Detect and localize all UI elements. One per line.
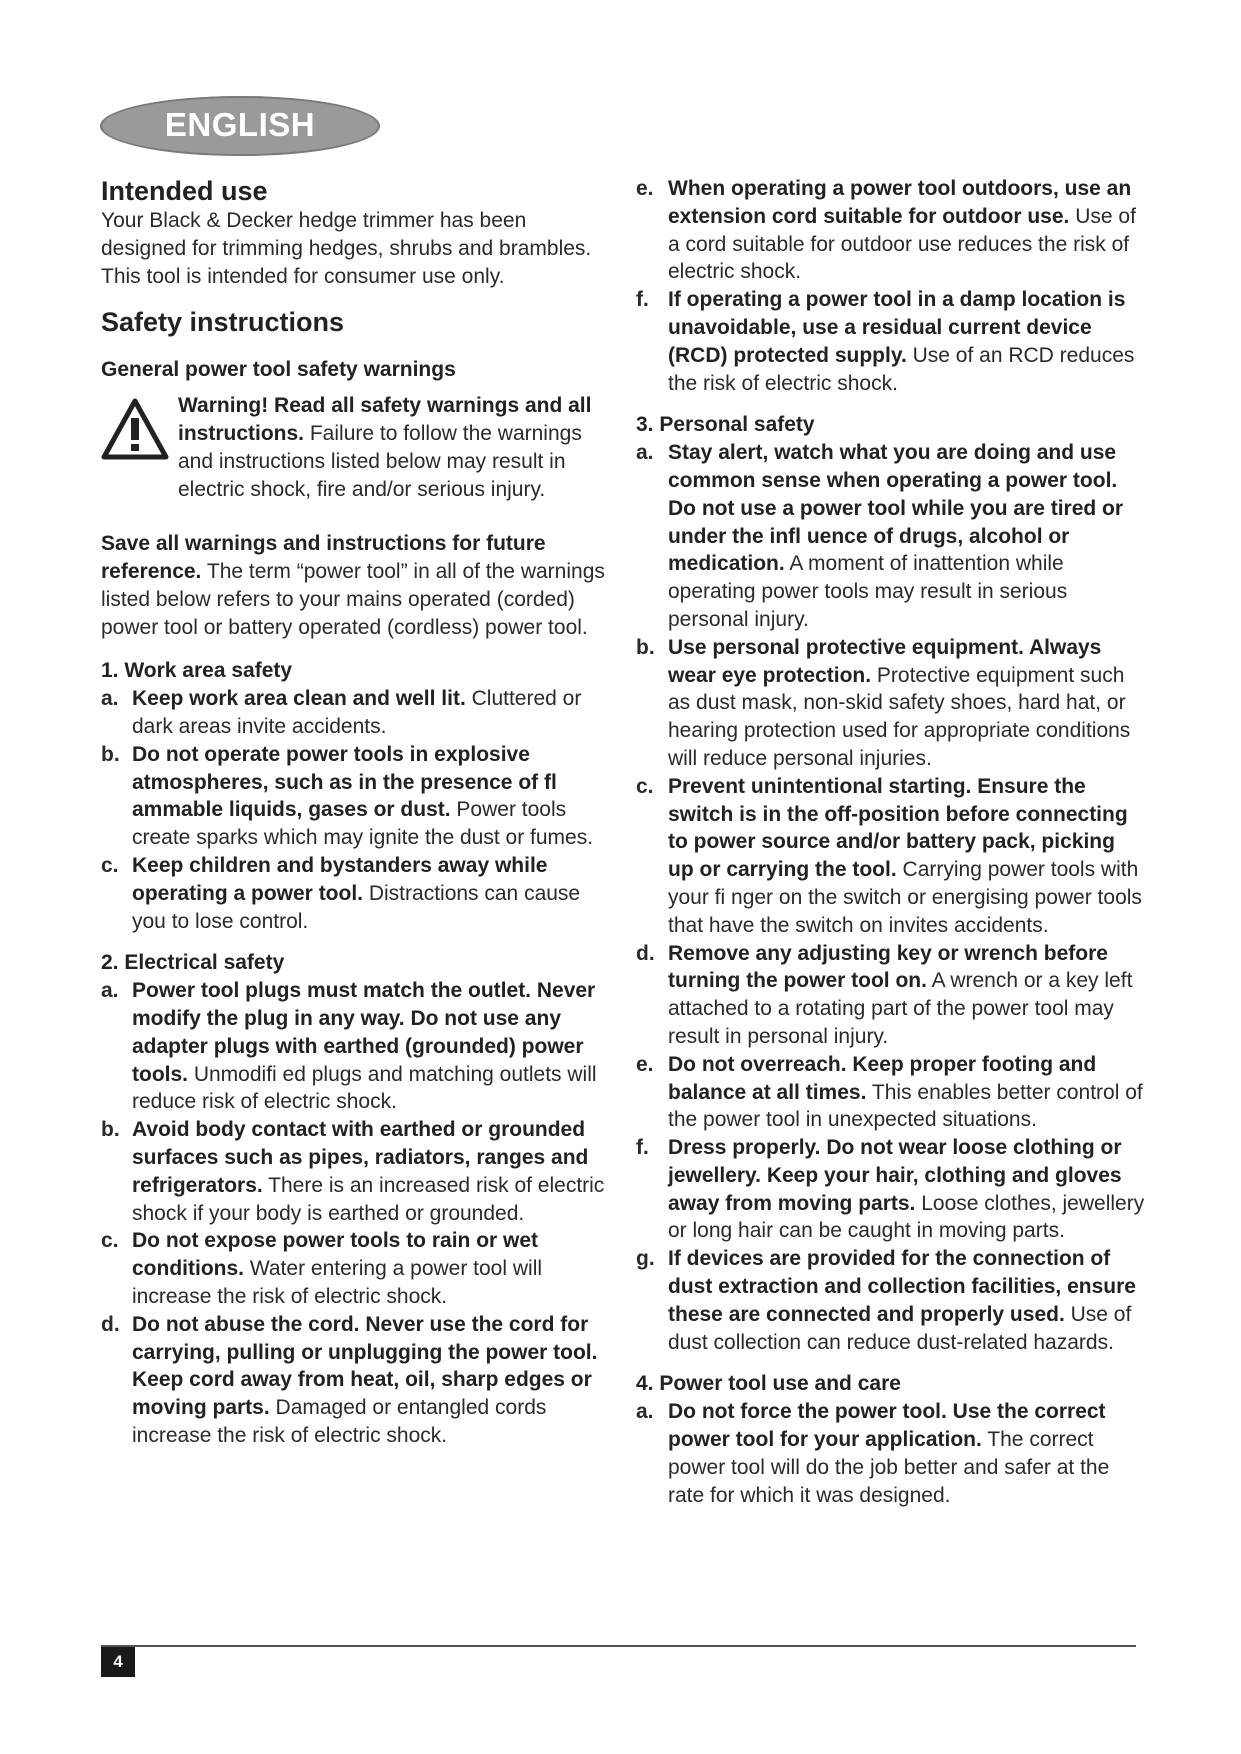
list-item: b. Use personal protective equipment. Always wear eye protection. Protective equipment such as dust mask, non-skid safety shoes, hard hat, or hearing protection used for appropriate conditions will reduce personal injuries. [636,635,1131,770]
list-item: a. Power tool plugs must match the outlet. Never modify the plug in any way. Do not use any adapter plugs with earthed (grounded) power tools. Unmodifi ed plugs and matching outlets will reduce risk of electric shock. [101,979,597,1114]
warning-text: Warning! Read all safety warnings and all instructions. Failure to follow the warnings and instructions listed below may result in electric shock, fire and/or serious injury. [178,394,592,501]
list-item: f. Dress properly. Do not wear loose clothing or jewellery. Keep your hair, clothing and gloves away from moving parts. Loose clothes, jewellery or long hair can be caught in moving parts. [636,1136,1145,1243]
list-item: b. Do not operate power tools in explosive atmospheres, such as in the presence of fl ammable liquids, gases or dust. Power tools create sparks which may ignite the dust or fumes. [101,742,594,850]
electrical-list [101,977,606,1450]
intended-use-heading: Intended use [101,176,268,206]
personal-safety-heading: 3. Personal safety [636,413,815,437]
language-badge-label: ENGLISH [164,106,316,143]
list-item: f. If operating a power tool in a damp location is unavoidable, use a residual current device (RCD) protected supply. Use of an RCD reduces the risk of electric shock. [636,288,1135,395]
personal-list [636,439,1146,1356]
list-item: c. Do not expose power tools to rain or wet conditions. Water entering a power tool will increase the risk of electric shock. [101,1229,543,1308]
safety-instructions-heading: Safety instructions [101,307,345,338]
list-item: g. If devices are provided for the connection of dust extraction and collection facilities, ensure these are connected and properly used. Use of dust collection can reduce dust-related hazards. [636,1247,1136,1354]
intended-use-text: Your Black & Decker hedge trimmer has been designed for trimming hedges, shrubs and brambles. This tool is intended for consumer use only. [101,209,592,288]
list-item: c. Keep children and bystanders away while operating a power tool. Distractions can cause you to lose control. [101,853,581,933]
right-column [636,175,1146,1509]
save-warnings-text: Save all warnings and instructions for future reference. The term “power tool” in all of the warnings listed below refers to your mains operated (corded) power tool or battery operated (cordless) power tool. [101,532,605,639]
general-warnings-heading: General power tool safety warnings [101,358,456,382]
list-item: e. When operating a power tool outdoors, use an extension cord suitable for outdoor use. Use of a cord suitable for outdoor use reduces the risk of electric shock. [636,177,1136,284]
tool-use-list [636,1398,1146,1509]
list-item: a. Do not force the power tool. Use the correct power tool for your application. The correct power tool will do the job better and safer at the rate for which it was designed. [636,1400,1110,1507]
footer-divider [101,1645,1136,1647]
list-item: e. Do not overreach. Keep proper footing and balance at all times. This enables better control of the power tool in unexpected situations. [636,1052,1143,1132]
language-badge [100,96,380,156]
work-area-list [101,685,606,935]
list-item: b. Avoid body contact with earthed or grounded surfaces such as pipes, radiators, ranges and refrigerators. There is an increased risk of electric shock if your body is earthed or grounded. [101,1118,605,1225]
list-item: d. Remove any adjusting key or wrench before turning the power tool on. A wrench or a key left attached to a rotating part of the power tool may result in personal injury. [636,941,1133,1048]
tool-use-heading: 4. Power tool use and care [636,1372,901,1396]
list-item: a. Stay alert, watch what you are doing and use common sense when operating a power tool. Do not use a power tool while you are tired or under the infl uence of drugs, alcohol or medication. A moment of inattention while operating power tools may result in serious personal injury. [636,441,1124,631]
electrical-safety-heading: 2. Electrical safety [101,951,285,975]
left-column [101,175,606,1450]
work-area-heading: 1. Work area safety [101,659,293,683]
list-item: a. Keep work area clean and well lit. Cluttered or dark areas invite accidents. [101,687,582,738]
page-number: 4 [101,1647,135,1677]
electrical-list-continued [636,175,1146,397]
warning-block [101,392,606,522]
list-item: d. Do not abuse the cord. Never use the cord for carrying, pulling or unplugging the power tool. Keep cord away from heat, oil, sharp edges or moving parts. Damaged or entangled cords increase the risk of electric shock. [101,1312,598,1447]
list-item: c. Prevent unintentional starting. Ensure the switch is in the off-position before connecting to power source and/or battery pack, picking up or carrying the tool. Carrying power tools with your fi nger on the switch or energising power tools that have the switch on invites accidents. [636,774,1142,937]
warning-triangle-icon [101,398,169,460]
